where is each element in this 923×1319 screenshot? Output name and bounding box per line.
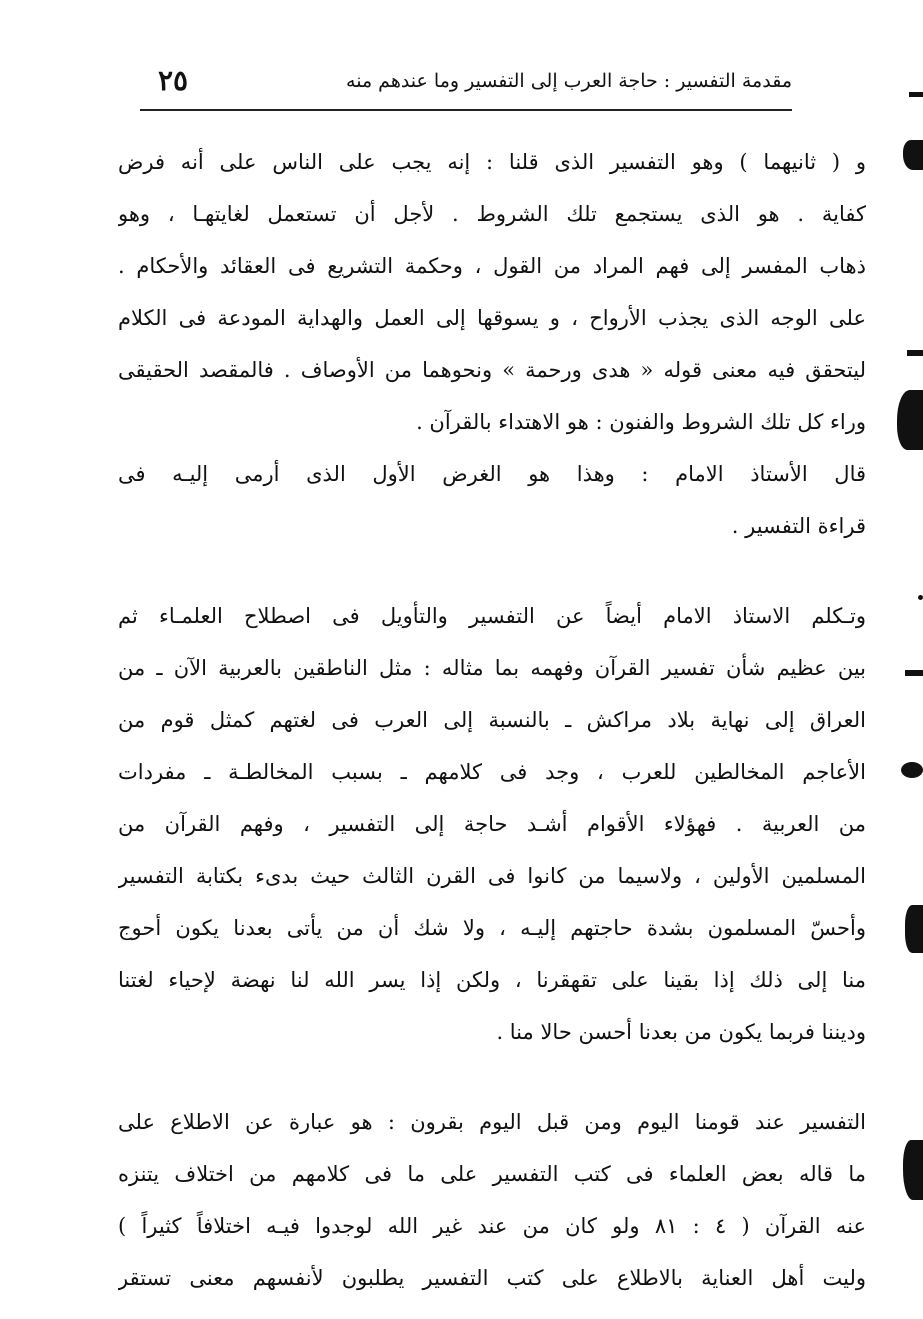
- text-line: منا إلى ذلك إذا بقينا على تقهقرنا ، ولكن إذا يسر الله لنا نهضة لإحياء لغتنا: [118, 968, 866, 992]
- scan-mark: [903, 1140, 923, 1200]
- paragraph-2: [118, 448, 866, 552]
- text-line: بين عظيم شأن تفسير القرآن وفهمه بما مثاله : مثل الناطقين بالعربية الآن ـ من: [118, 656, 866, 680]
- text-line: قال الأستاذ الامام : وهذا هو الغرض الأول الذى أرمى إليـه فى: [118, 462, 866, 486]
- body-text: [118, 136, 866, 1304]
- text-line: ليتحقق فيه معنى قوله « هدى ورحمة » ونحوهما من الأوصاف . فالمقصد الحقيقى: [118, 358, 866, 382]
- paragraph-4: [118, 1096, 866, 1304]
- scan-edge-marks: [893, 0, 923, 1319]
- running-head: مقدمة التفسير : حاجة العرب إلى التفسير وما عندهم منه: [346, 70, 792, 92]
- text-line: كفاية . هو الذى يستجمع تلك الشروط . لأجل أن تستعمل لغايتهـا ، وهو: [118, 202, 866, 226]
- scan-mark: [897, 390, 923, 450]
- page-header: [140, 64, 792, 108]
- text-line: وأحسّ المسلمون بشدة حاجتهم إليـه ، ولا شك أن من يأتى بعدنا يكون أحوج: [118, 916, 866, 940]
- text-line: قراءة التفسير .: [731, 514, 866, 538]
- paragraph-1: [118, 136, 866, 448]
- text-line: العراق إلى نهاية بلاد مراكش ـ بالنسبة إلى العرب فى لغتهم كمثل قوم من: [118, 708, 866, 732]
- scan-mark: [901, 762, 923, 778]
- text-line: وراء كل تلك الشروط والفنون : هو الاهتداء بالقرآن .: [416, 410, 866, 434]
- page-number: ٢٥: [158, 64, 189, 97]
- text-line: التفسير عند قومنا اليوم ومن قبل اليوم بقرون : هو عبارة عن الاطلاع على: [118, 1110, 866, 1134]
- text-line: عنه القرآن ( ٤ : ٨١ ولو كان من عند غير الله لوجدوا فيـه اختلافاً كثيراً ): [118, 1214, 866, 1238]
- text-line: الأعاجم المخالطين للعرب ، وجد فى كلامهم ـ بسبب المخالطـة ـ مفردات: [118, 760, 866, 784]
- scan-mark: [909, 92, 923, 97]
- text-line: وتـكلم الاستاذ الامام أيضاً عن التفسير والتأويل فى اصطلاح العلمـاء ثم: [118, 604, 866, 628]
- paragraph-3: [118, 590, 866, 1058]
- text-line: و ( ثانيهما ) وهو التفسير الذى قلنا : إنه يجب على الناس على أنه فرض: [118, 150, 866, 174]
- text-line: المسلمين الأولين ، ولاسيما من كانوا فى القرن الثالث حيث بدىء بكتابة التفسير: [118, 864, 866, 888]
- paragraph-gap: [118, 1058, 866, 1096]
- header-rule: [140, 109, 792, 111]
- text-line: وديننا فربما يكون من بعدنا أحسن حالا منا .: [496, 1020, 866, 1044]
- text-line: ذهاب المفسر إلى فهم المراد من القول ، وحكمة التشريع فى العقائد والأحكام .: [118, 254, 866, 278]
- paragraph-gap: [118, 552, 866, 590]
- scan-mark: [905, 905, 923, 953]
- text-line: من العربية . فهؤلاء الأقوام أشـد حاجة إلى التفسير ، وفهم القرآن من: [118, 812, 866, 836]
- text-line: وليت أهل العناية بالاطلاع على كتب التفسير يطلبون لأنفسهم معنى تستقر: [118, 1266, 866, 1290]
- scan-mark: [905, 670, 923, 676]
- scan-mark: [907, 350, 923, 356]
- text-line: ما قاله بعض العلماء فى كتب التفسير على ما فى كلامهم من اختلاف يتنزه: [118, 1162, 866, 1186]
- scan-mark: [903, 140, 923, 170]
- text-line: على الوجه الذى يجذب الأرواح ، و يسوقها إلى العمل والهداية المودعة فى الكلام: [118, 306, 866, 330]
- scan-mark: [918, 595, 923, 600]
